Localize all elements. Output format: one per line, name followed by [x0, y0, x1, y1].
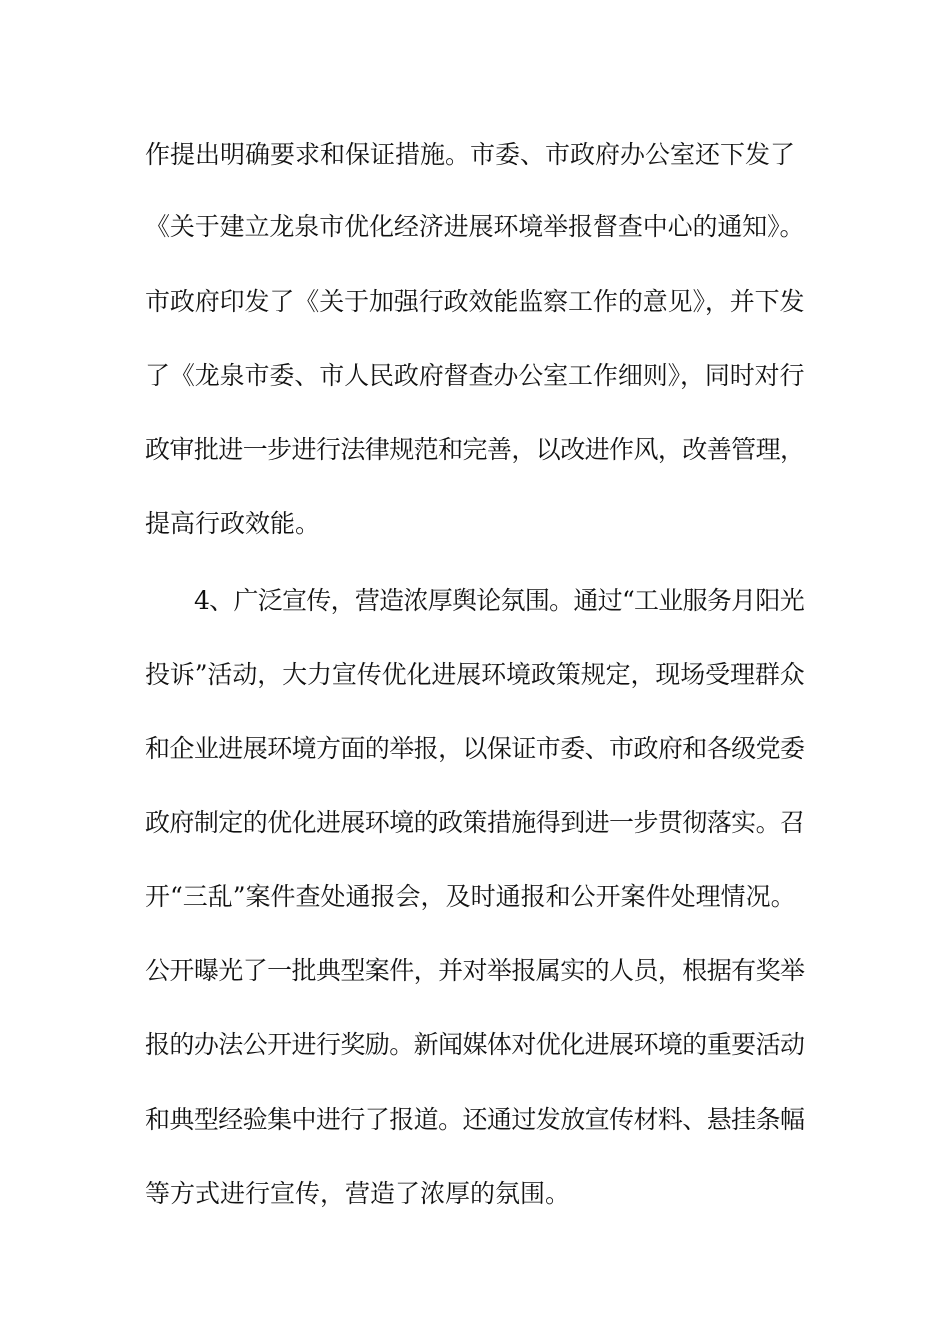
text-line: 《关于建立龙泉市优化经济进展环境举报督查中心的通知》。	[145, 212, 805, 241]
text-line: 开“三乱”案件查处通报会，及时通报和公开案件处理情况。	[145, 882, 796, 911]
text-line: 市政府印发了《关于加强行政效能监察工作的意见》，并下发	[145, 287, 805, 316]
text-line: 公开曝光了一批典型案件，并对举报属实的人员，根据有奖举	[145, 956, 805, 985]
text-line: 政府制定的优化进展环境的政策措施得到进一步贯彻落实。召	[145, 808, 805, 837]
paragraph-first-line: 4、广泛宣传，营造浓厚舆论氛围。通过“工业服务月阳光	[194, 586, 804, 615]
text-line: 和典型经验集中进行了报道。还通过发放宣传材料、悬挂条幅	[145, 1105, 805, 1134]
text-line: 政审批进一步进行法律规范和完善，以改进作风，改善管理，	[145, 435, 805, 464]
text-line: 等方式进行宣传，营造了浓厚的氛围。	[145, 1179, 571, 1208]
text-line: 提高行政效能。	[145, 509, 321, 538]
text-line: 作提出明确要求和保证措施。市委、市政府办公室还下发了	[145, 140, 796, 169]
text-line: 投诉”活动，大力宣传优化进展环境政策规定，现场受理群众	[145, 660, 805, 689]
text-line: 了《龙泉市委、市人民政府督查办公室工作细则》，同时对行	[145, 361, 805, 390]
text-line: 报的办法公开进行奖励。新闻媒体对优化进展环境的重要活动	[145, 1030, 805, 1059]
text-line: 和企业进展环境方面的举报，以保证市委、市政府和各级党委	[145, 734, 805, 763]
